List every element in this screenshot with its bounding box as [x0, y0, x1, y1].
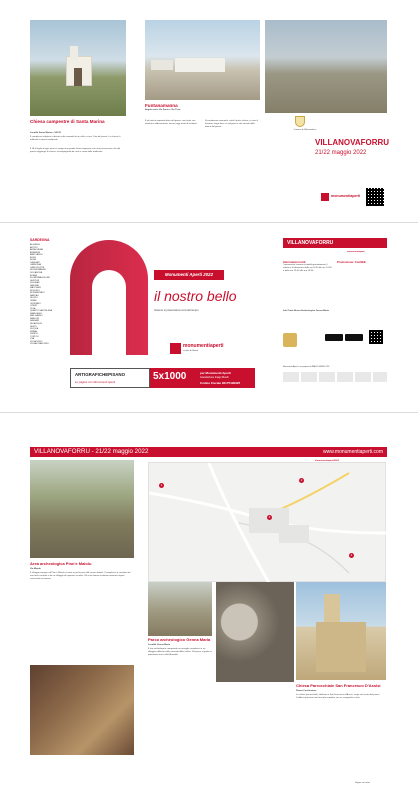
fivex-line2: Associazione Imago Mundi	[200, 376, 229, 379]
town-item: ALGHERO	[30, 244, 41, 246]
town-item: UTA	[30, 338, 35, 341]
map-marker-1[interactable]: 1	[160, 483, 163, 487]
site1-text	[30, 562, 134, 580]
site3-text	[296, 684, 386, 700]
artigrafiche-ad	[70, 368, 150, 388]
town-item: DECIMOMANNU	[30, 269, 46, 272]
bottom-header-bar	[30, 447, 387, 457]
town-item: DOLIANOVA	[30, 272, 42, 275]
site1-body: Il villaggio nuragico di Pinn'e Maiolu si trova a pochi passi dal centro abitato. Il complesso è costituito da una torre centrale e da un villaggio di capanne circolari. Gli scavi hanno restituito numerosi reperti conservati nel museo.	[30, 571, 131, 580]
poster-panel	[70, 230, 255, 390]
town-item: NARCAO	[30, 294, 39, 297]
santa-marina-church-photo	[30, 20, 126, 116]
poster-headline: il nostro bello	[154, 288, 237, 304]
town-item: SESTU	[30, 325, 37, 328]
top-panel-middle	[145, 20, 260, 220]
poster-event-badge: Monumenti Aperti 2022	[154, 270, 224, 280]
artigrafiche-name: ARTIGRAFICHEPISANO	[75, 372, 126, 377]
site2-body: Il sito archeologico comprende un nuraghe complesso e un villaggio edificato sulla sommità della collina. Dal parco si gode un panorama unico sulla Marmilla.	[148, 647, 212, 656]
town-item: BONO	[30, 256, 37, 259]
town-item: ELMAS	[30, 274, 38, 277]
town-item: SAN GAVINO	[30, 315, 43, 318]
info-body: I monumenti saranno visitabili gratuitamente il sabato e la domenica dalle ore 9:30 alle ore 13:30 e dalle ore 15:30 alle ore 19:30.	[283, 264, 332, 272]
funtanamanna-body: Il più antico impianto idrico del paese: una fonte con lavatoio e abbeveratoio, ancora oggi meta di visitatori.	[145, 120, 198, 125]
santa-marina-title: Chiesa campestre di Santa Marina	[30, 119, 105, 124]
right-panel-badge: monumentiaperti	[347, 251, 365, 253]
town-item: SINNAI	[30, 330, 37, 333]
fivex-box	[150, 368, 255, 388]
right-panel-header: VILLANOVAFORRU	[283, 238, 387, 248]
poster-tagline: Insieme si preserviamo cura del tempo	[154, 309, 199, 312]
artigrafiche-tag: Le pagine con Monumenti Aperti	[75, 380, 116, 384]
sardegna-title: SARDEGNA	[30, 238, 50, 242]
town-item: ARITZO	[30, 246, 38, 249]
town-item: LANUSEI	[30, 284, 39, 287]
site3-body: La chiesa parrocchiale, dedicata a San Francesco d'Assisi, sorge nel centro del paese. L'edificio presenta una facciata semplice con un campanile a vela.	[296, 693, 381, 699]
site2-subtitle: Località Genna Maria	[148, 643, 171, 646]
monumentiaperti-logo	[321, 192, 361, 203]
site2-caption	[148, 638, 212, 656]
cover-caption: Comune di Villanovaforru	[293, 129, 317, 131]
town-item: TORTOLÌ	[30, 335, 39, 338]
town-item: CAGLIARI	[30, 261, 40, 264]
town-item: BARI SARDO	[30, 254, 43, 257]
app-store-badge[interactable]	[325, 334, 343, 341]
town-column	[30, 244, 70, 346]
grain-seeds-photo	[216, 582, 294, 682]
town-item: VILLANOVAFORRU	[30, 343, 49, 346]
app-qr-code	[369, 330, 383, 344]
sardegna-town-list	[30, 238, 70, 398]
town-item: MOGORO	[30, 289, 40, 292]
museum-logo	[283, 333, 297, 347]
site1-subtitle: Via Maiolu	[30, 567, 41, 570]
sponsor-logos-strip	[283, 372, 387, 382]
parish-church-photo	[296, 582, 386, 680]
town-item: MACOMER	[30, 287, 41, 290]
funtanamanna-subtitle: Angolo tra la Via Fonte e Via Tirso	[145, 109, 181, 111]
town-item: FLUMINIMAGGIORE	[30, 277, 50, 280]
right-info-panel	[283, 238, 387, 363]
fivex-number: 5x1000	[153, 371, 187, 382]
promo-title: Promozione: ConSEE	[337, 260, 366, 264]
site3-subtitle: Piazza Costituzione	[296, 689, 317, 692]
pinne-maiolu-photo	[30, 460, 134, 558]
town-item: GESTURI	[30, 279, 40, 282]
town-item: NUORO	[30, 297, 38, 300]
credits-text: Monumenti Aperti è un progetto di IMAGO MUNDI ODV	[283, 366, 330, 368]
town-item: CARLOFORTE	[30, 266, 45, 269]
hashtag: #monumentiaperti2022	[315, 460, 339, 462]
town-item: TEMPIO	[30, 333, 38, 336]
cover-panel	[265, 20, 390, 220]
fold-line-2	[0, 412, 418, 413]
town-item: ARZACHENA	[30, 249, 43, 252]
town-item: SASSARI	[30, 320, 40, 323]
town-item: ORANI	[30, 300, 37, 303]
town-item: SILIQUA	[30, 328, 39, 331]
fivex-line1: per Monumenti Aperti	[200, 371, 231, 375]
town-item: SANLURI	[30, 317, 40, 320]
funtanamanna-photo	[145, 20, 260, 100]
town-item: CARBONIA	[30, 264, 41, 267]
town-item: IGLESIAS	[30, 282, 40, 285]
town-item: BOSA	[30, 259, 36, 262]
town-item: QUARTU SANT'ELENA	[30, 310, 53, 313]
map-marker-4[interactable]: 4	[350, 553, 353, 557]
santa-marina-body-2: Il 18 di luglio di ogni anno si svolge una grande festa campestre con una processione che dal paese raggiunge la chiesa, accompagnata da canti e suoni della tradizione.	[30, 148, 121, 153]
site2-title: Parco archeologico Genna Maria	[148, 637, 211, 642]
santa-marina-subtitle: Località Santa Marina - SS131	[30, 132, 62, 134]
town-item: SAMUGHEO	[30, 312, 43, 315]
footer-page-note: Segue sul retro	[355, 782, 370, 784]
santa-marina-body: Il complesso religioso è ubicato sulla sommità di un colle a circa 1 km dal paese. La chiesa fu edificata in epoca medievale.	[30, 136, 121, 141]
funtanamanna-body-2: Di pertinenza comunale, sotto l'antica chiesa, si trova il lavatoio, luogo dove si svolgeva la vita sociale delle donne del paese.	[205, 120, 259, 128]
google-play-badge[interactable]	[345, 334, 363, 341]
bottom-header-title: VILLANOVAFORRU - 21/22 maggio 2022	[34, 448, 149, 455]
town-item: OZIERI	[30, 305, 37, 308]
museum-interior-photo	[30, 665, 134, 755]
cover-date: 21/22 maggio 2022	[315, 150, 367, 156]
bottom-header-url: www.monumentiaperti.com	[322, 449, 383, 455]
map-marker-2[interactable]: 2	[300, 478, 303, 482]
poster-brand: monumentiaperti	[183, 343, 224, 349]
town-item: MONSERRATO	[30, 292, 45, 295]
town-item: ASSEMINI	[30, 251, 40, 254]
cover-brand: monumentiaperti	[331, 194, 361, 198]
site1-title: Area archeologica Pinn'e Maiolu	[30, 561, 92, 566]
funtanamanna-title: Funtanamanna	[145, 103, 178, 108]
site3-title: Chiesa Parrocchiale San Francesco D'Assisi	[296, 683, 381, 688]
top-panel-left	[30, 20, 126, 220]
village-map	[148, 462, 386, 582]
fold-line-1	[0, 222, 418, 223]
genna-maria-photo	[148, 582, 212, 636]
cover-title: VILLANOVAFORRU	[315, 138, 390, 147]
fivex-code: Codice Fiscale 92175490925	[200, 381, 241, 385]
town-item: VILLACIDRO	[30, 340, 43, 343]
map-roads	[149, 463, 387, 583]
coat-of-arms-icon	[295, 116, 305, 127]
town-item: PULA	[30, 307, 36, 310]
cover-landscape-photo	[265, 20, 387, 113]
poster-brand-sub: scuole di libertà	[183, 350, 199, 352]
contact-info: Info Point Museo Archeologico Genna Maria	[283, 310, 329, 312]
cover-qr-code	[366, 188, 384, 206]
map-marker-3[interactable]: 3	[268, 515, 271, 519]
info-title: Informazioni utili	[283, 260, 306, 264]
poster-brand-logo	[170, 342, 230, 358]
poster-arch-hole	[92, 270, 126, 355]
town-item: SELARGIUS	[30, 322, 42, 325]
town-item: ORISTANO	[30, 302, 41, 305]
